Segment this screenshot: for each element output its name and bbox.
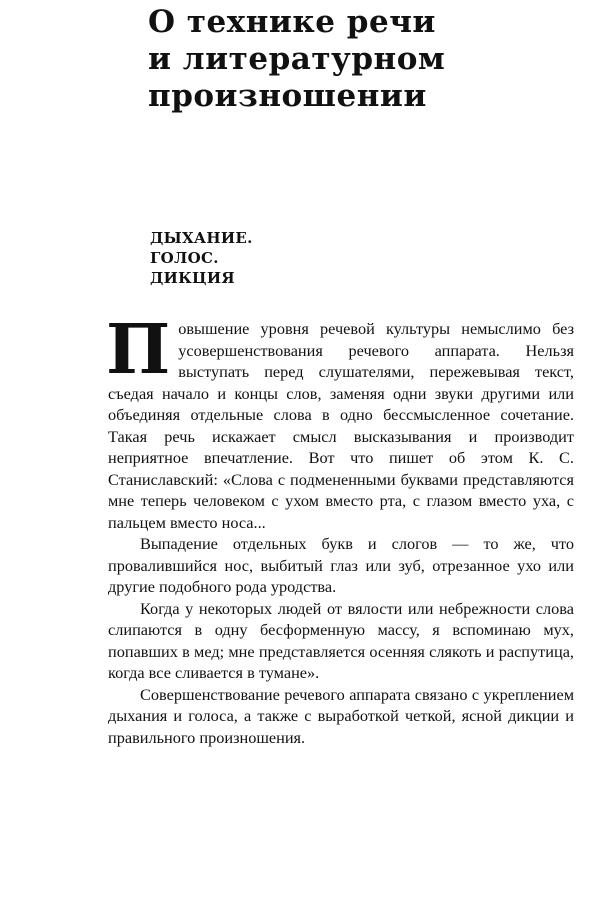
paragraph-4: Совершенствование речевого аппарата связано с укреплением дыхания и голоса, а также с выработкой четкой, ясной дикции и правильного произношения.: [108, 684, 574, 747]
paragraph-3: Когда у некоторых людей от вялости или небрежности слова слипаются в одну бесформенную массу, я вспоминаю мух, попавших в мед; мне представляется осенняя слякоть и распутица, когда все сливается в тумане».: [108, 598, 574, 682]
body-text: [106, 310, 574, 748]
chapter-title-line-3: произношении: [148, 78, 427, 114]
section-heading-line-2: ГОЛОС.: [150, 249, 219, 267]
chapter-title-line-2: и литературном: [148, 41, 446, 77]
section-heading: [150, 228, 253, 288]
chapter-title-line-1: О технике речи: [148, 4, 436, 40]
chapter-title: [148, 4, 568, 115]
drop-cap: П: [106, 310, 171, 390]
section-heading-line-1: ДЫХАНИЕ.: [150, 229, 253, 247]
section-heading-line-3: ДИКЦИЯ: [150, 269, 235, 287]
paragraph-2: Выпадение отдельных букв и слогов — то же, что провалившийся нос, выбитый глаз или зуб, отрезанное ухо или другие подобного рода уродства.: [108, 534, 574, 596]
paragraph-1-text: овышение уровня речевой культуры немыслимо без усовершенствования речевого аппарата. Нельзя выступать перед слушателями, пережевывая текст, съедая начало и концы слов, заменяя одни звуки другими или объединяя отдельные слова в одно бессмысленное сочетание. Такая речь искажает смысл высказывания и производит неприятное впечатление. Вот что пишет об этом К. С. Станиславский: «Слова с подмененными буквами представляются мне теперь человеком с ухом вместо рта, с глазом вместо уха, с пальцем вместо носа...: [108, 319, 574, 532]
paragraph-1: [106, 310, 574, 533]
